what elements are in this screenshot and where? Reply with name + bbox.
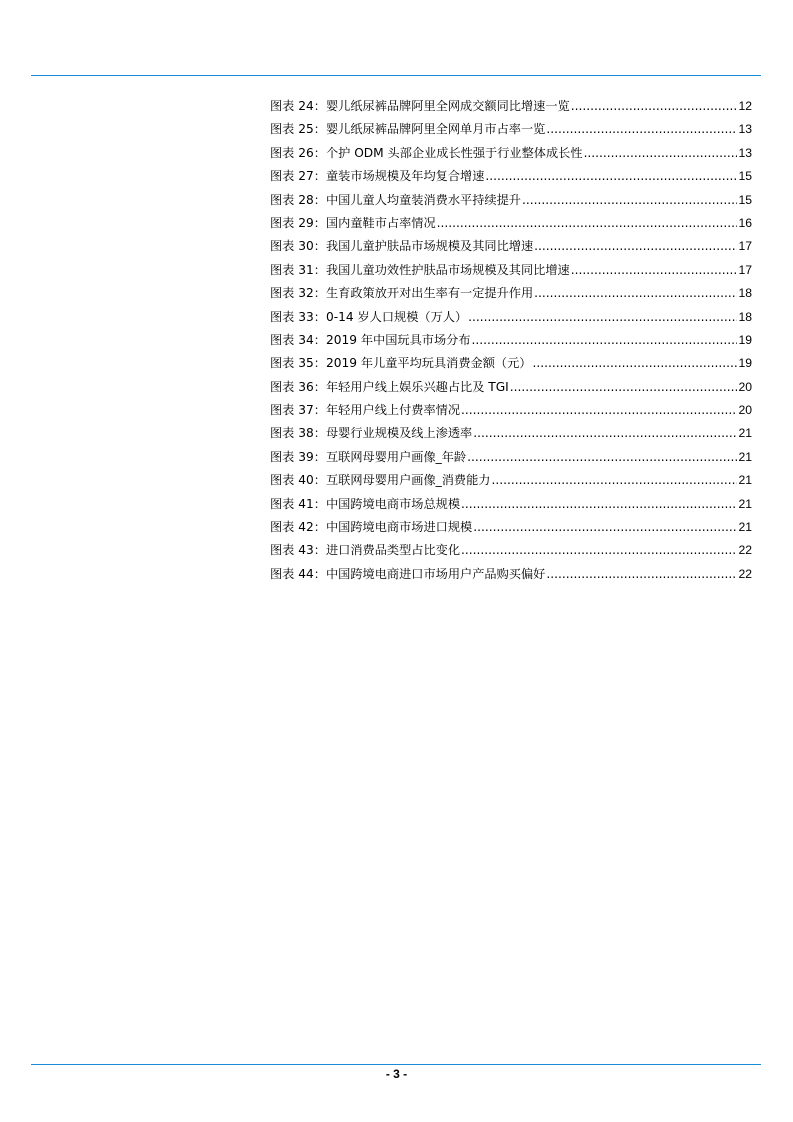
footer-rule [31, 1064, 761, 1065]
dot-leader [532, 352, 737, 375]
dot-leader [485, 165, 737, 188]
table-of-figures [270, 95, 752, 586]
dot-leader [546, 563, 737, 586]
toc-entry[interactable] [270, 399, 752, 422]
dot-leader [473, 516, 737, 539]
toc-entry-page: 17 [738, 239, 752, 254]
toc-entry-title: 图表 43：进口消费品类型占比变化 [270, 543, 461, 558]
toc-entry[interactable] [270, 118, 752, 141]
toc-entry-title: 图表 26：个护 ODM 头部企业成长性强于行业整体成长性 [270, 145, 583, 160]
dot-leader [522, 189, 737, 212]
toc-entry-page: 15 [738, 192, 752, 207]
toc-entry-title: 图表 37：年轻用户线上付费率情况 [270, 403, 461, 418]
toc-entry[interactable] [270, 493, 752, 516]
dot-leader [571, 95, 738, 118]
toc-entry[interactable] [270, 306, 752, 329]
toc-entry-page: 19 [738, 356, 752, 371]
dot-leader [472, 329, 738, 352]
toc-entry-page: 19 [738, 332, 752, 347]
dot-leader [571, 259, 738, 282]
toc-entry-page: 22 [738, 566, 752, 581]
toc-entry[interactable] [270, 422, 752, 445]
toc-entry-page: 21 [738, 520, 752, 535]
toc-entry-page: 16 [738, 215, 752, 230]
toc-entry[interactable] [270, 95, 752, 118]
toc-entry-title: 图表 44：中国跨境电商进口市场用户产品购买偏好 [270, 566, 546, 581]
toc-entry-page: 21 [738, 473, 752, 488]
toc-entry-page: 13 [738, 122, 752, 137]
toc-entry-page: 18 [738, 286, 752, 301]
toc-entry[interactable] [270, 516, 752, 539]
toc-entry-title: 图表 40：互联网母婴用户画像_消费能力 [270, 473, 491, 488]
toc-entry-page: 17 [738, 262, 752, 277]
toc-entry[interactable] [270, 259, 752, 282]
page-number: - 3 - [385, 1067, 408, 1081]
toc-entry-title: 图表 25：婴儿纸尿裤品牌阿里全网单月市占率一览 [270, 122, 546, 137]
toc-entry-title: 图表 39：互联网母婴用户画像_年龄 [270, 449, 467, 464]
dot-leader [437, 212, 738, 235]
dot-leader [473, 422, 737, 445]
toc-entry[interactable] [270, 142, 752, 165]
dot-leader [534, 235, 737, 258]
toc-entry-title: 图表 38：母婴行业规模及线上渗透率 [270, 426, 473, 441]
toc-entry-title: 图表 41：中国跨境电商市场总规模 [270, 496, 461, 511]
toc-entry-title: 图表 24：婴儿纸尿裤品牌阿里全网成交额同比增速一览 [270, 99, 570, 113]
toc-entry[interactable] [270, 212, 752, 235]
toc-entry[interactable] [270, 329, 752, 352]
toc-entry[interactable] [270, 165, 752, 188]
toc-entry-page: 21 [738, 426, 752, 441]
toc-entry-page: 21 [738, 449, 752, 464]
toc-entry[interactable] [270, 469, 752, 492]
toc-entry-title: 图表 35：2019 年儿童平均玩具消费金额（元） [270, 356, 532, 371]
dot-leader [461, 399, 737, 422]
toc-entry-page: 20 [738, 403, 752, 418]
toc-entry[interactable] [270, 563, 752, 586]
header-rule [31, 75, 761, 76]
toc-entry-page: 15 [738, 169, 752, 184]
toc-entry-title: 图表 31：我国儿童功效性护肤品市场规模及其同比增速 [270, 262, 570, 277]
dot-leader [546, 118, 737, 141]
toc-entry-title: 图表 28：中国儿童人均童装消费水平持续提升 [270, 192, 521, 207]
toc-entry-title: 图表 42：中国跨境电商市场进口规模 [270, 520, 473, 535]
toc-entry[interactable] [270, 189, 752, 212]
toc-entry-page: 18 [738, 309, 752, 324]
dot-leader [467, 446, 737, 469]
dot-leader [461, 539, 737, 562]
toc-entry-title: 图表 36：年轻用户线上娱乐兴趣占比及 TGI [270, 379, 509, 394]
dot-leader [510, 376, 738, 399]
toc-entry-page: 20 [738, 379, 752, 394]
toc-entry-title: 图表 32：生育政策放开对出生率有一定提升作用 [270, 286, 534, 301]
toc-entry-title: 图表 34：2019 年中国玩具市场分布 [270, 332, 471, 347]
toc-entry-title: 图表 33：0-14 岁人口规模（万人） [270, 309, 468, 324]
toc-entry[interactable] [270, 282, 752, 305]
toc-entry[interactable] [270, 235, 752, 258]
toc-entry[interactable] [270, 352, 752, 375]
dot-leader [468, 306, 737, 329]
toc-entry[interactable] [270, 376, 752, 399]
dot-leader [584, 142, 738, 165]
toc-entry-title: 图表 29：国内童鞋市占率情况 [270, 215, 436, 230]
dot-leader [461, 493, 737, 516]
toc-entry[interactable] [270, 539, 752, 562]
dot-leader [491, 469, 737, 492]
toc-entry-page: 21 [738, 496, 752, 511]
toc-entry-page: 12 [738, 99, 752, 113]
toc-entry-title: 图表 27：童装市场规模及年均复合增速 [270, 169, 485, 184]
dot-leader [534, 282, 737, 305]
toc-entry-page: 13 [738, 145, 752, 160]
toc-entry[interactable] [270, 446, 752, 469]
toc-entry-title: 图表 30：我国儿童护肤品市场规模及其同比增速 [270, 239, 534, 254]
toc-entry-page: 22 [738, 543, 752, 558]
